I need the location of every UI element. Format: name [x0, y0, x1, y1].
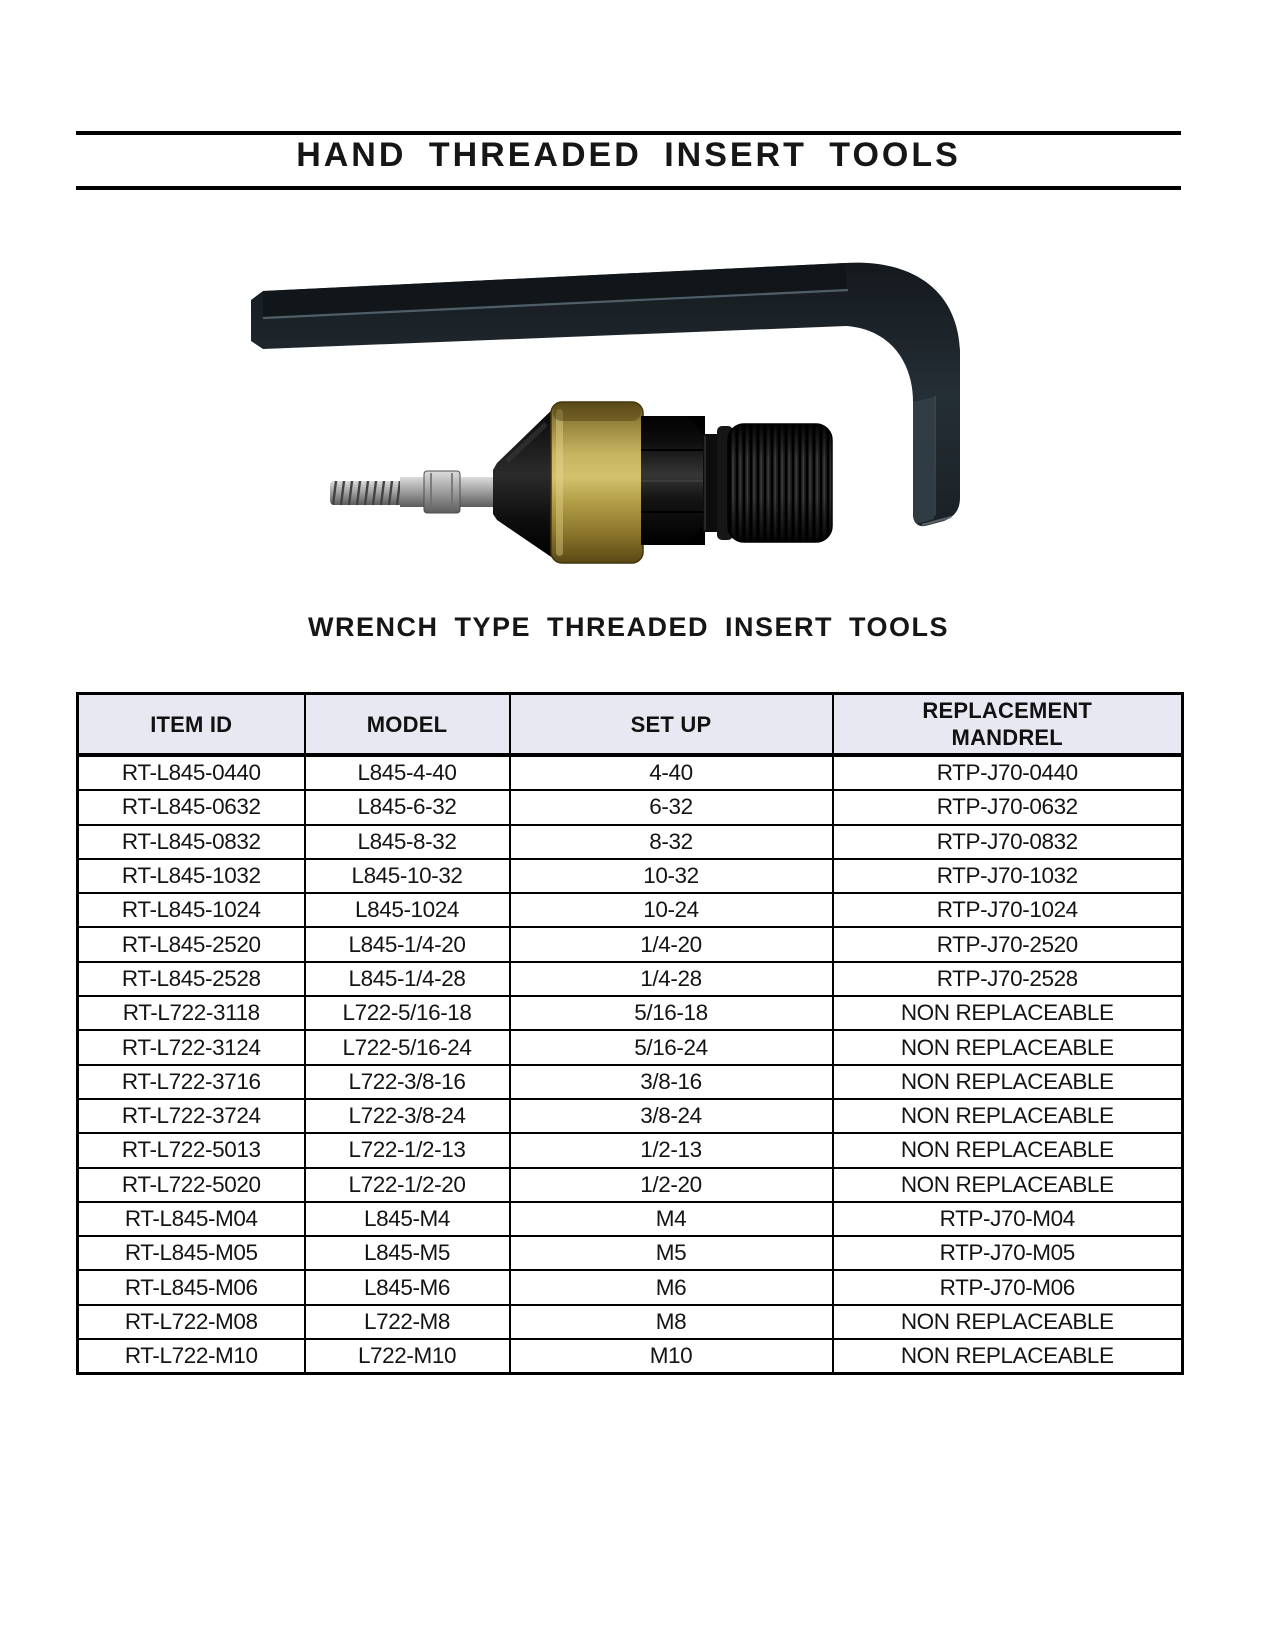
- table-header: [78, 694, 1183, 756]
- table-cell: RTP-J70-M04: [833, 1202, 1183, 1236]
- table-cell: RT-L722-5020: [78, 1168, 305, 1202]
- table-cell: 10-24: [510, 893, 833, 927]
- insert-tools-table: [76, 692, 1184, 1375]
- title-top-divider: [76, 131, 1181, 135]
- table-cell: RTP-J70-M05: [833, 1236, 1183, 1270]
- table-cell: L845-6-32: [305, 790, 510, 824]
- table-row: [78, 859, 1183, 893]
- table-cell: M8: [510, 1305, 833, 1339]
- table-cell: RT-L845-M04: [78, 1202, 305, 1236]
- table-cell: L845-M5: [305, 1236, 510, 1270]
- table-row: [78, 1236, 1183, 1270]
- table-cell: RTP-J70-1032: [833, 859, 1183, 893]
- table-cell: RTP-J70-0832: [833, 825, 1183, 859]
- table-cell: L722-1/2-13: [305, 1133, 510, 1167]
- table-row: [78, 962, 1183, 996]
- table-cell: L845-10-32: [305, 859, 510, 893]
- table-cell: 5/16-18: [510, 996, 833, 1030]
- cone-nose: [493, 402, 560, 563]
- table-cell: NON REPLACEABLE: [833, 1305, 1183, 1339]
- table-cell: RT-L845-0440: [78, 755, 305, 790]
- table-cell: 8-32: [510, 825, 833, 859]
- table-cell: NON REPLACEABLE: [833, 1133, 1183, 1167]
- table-cell: RTP-J70-1024: [833, 893, 1183, 927]
- table-cell: RT-L845-1024: [78, 893, 305, 927]
- table-cell: RTP-J70-2520: [833, 927, 1183, 961]
- table-cell: L722-M10: [305, 1339, 510, 1374]
- table-cell: 1/2-13: [510, 1133, 833, 1167]
- table-cell: RTP-J70-0440: [833, 755, 1183, 790]
- table-cell: 1/4-28: [510, 962, 833, 996]
- table-cell: RT-L722-3118: [78, 996, 305, 1030]
- table-cell: RT-L845-M05: [78, 1236, 305, 1270]
- table-cell: L722-3/8-16: [305, 1065, 510, 1099]
- threaded-insert-tool-icon: [330, 402, 832, 563]
- table-cell: M10: [510, 1339, 833, 1374]
- table-cell: L722-3/8-24: [305, 1099, 510, 1133]
- table-row: [78, 1168, 1183, 1202]
- table-cell: M6: [510, 1270, 833, 1304]
- table-row: [78, 1305, 1183, 1339]
- table-cell: L722-5/16-24: [305, 1030, 510, 1064]
- table-body: [78, 755, 1183, 1374]
- column-header: SET UP: [510, 694, 833, 756]
- column-header: MODEL: [305, 694, 510, 756]
- table-row: [78, 927, 1183, 961]
- table-row: [78, 825, 1183, 859]
- table-cell: L722-M8: [305, 1305, 510, 1339]
- section-title: WRENCH TYPE THREADED INSERT TOOLS: [307, 612, 950, 642]
- table-cell: L845-M4: [305, 1202, 510, 1236]
- table-cell: RTP-J70-M06: [833, 1270, 1183, 1304]
- table-row: [78, 1065, 1183, 1099]
- table-cell: NON REPLACEABLE: [833, 1168, 1183, 1202]
- table-cell: 3/8-24: [510, 1099, 833, 1133]
- table-cell: 3/8-16: [510, 1065, 833, 1099]
- table-cell: NON REPLACEABLE: [833, 996, 1183, 1030]
- table-row: [78, 1133, 1183, 1167]
- table-row: [78, 1030, 1183, 1064]
- table-cell: NON REPLACEABLE: [833, 1099, 1183, 1133]
- table-cell: L845-1/4-28: [305, 962, 510, 996]
- table-cell: 10-32: [510, 859, 833, 893]
- table-cell: L845-1/4-20: [305, 927, 510, 961]
- table-cell: M4: [510, 1202, 833, 1236]
- table-cell: RT-L845-2528: [78, 962, 305, 996]
- table-cell: RTP-J70-2528: [833, 962, 1183, 996]
- table-row: [78, 755, 1183, 790]
- table-row: [78, 996, 1183, 1030]
- table-cell: RT-L845-2520: [78, 927, 305, 961]
- table-cell: NON REPLACEABLE: [833, 1339, 1183, 1374]
- table-cell: RT-L722-M08: [78, 1305, 305, 1339]
- table-cell: 1/4-20: [510, 927, 833, 961]
- column-header: REPLACEMENT MANDREL: [833, 694, 1183, 756]
- table-row: [78, 893, 1183, 927]
- table-cell: L845-4-40: [305, 755, 510, 790]
- table-cell: L845-M6: [305, 1270, 510, 1304]
- table-cell: RT-L722-M10: [78, 1339, 305, 1374]
- table-cell: 1/2-20: [510, 1168, 833, 1202]
- header-row: [78, 694, 1183, 756]
- table-cell: M5: [510, 1236, 833, 1270]
- table-cell: L845-1024: [305, 893, 510, 927]
- table-cell: RT-L845-M06: [78, 1270, 305, 1304]
- table-cell: RT-L722-3724: [78, 1099, 305, 1133]
- table-cell: L845-8-32: [305, 825, 510, 859]
- table-row: [78, 1099, 1183, 1133]
- table-cell: RT-L722-3124: [78, 1030, 305, 1064]
- table-cell: RT-L845-0832: [78, 825, 305, 859]
- table-cell: 4-40: [510, 755, 833, 790]
- brass-collar: [551, 402, 643, 563]
- table-cell: RTP-J70-0632: [833, 790, 1183, 824]
- table-cell: 6-32: [510, 790, 833, 824]
- table-cell: RT-L722-5013: [78, 1133, 305, 1167]
- table-row: [78, 790, 1183, 824]
- page-title: HAND THREADED INSERT TOOLS: [296, 136, 961, 174]
- table-row: [78, 1339, 1183, 1374]
- product-photo: [230, 238, 985, 573]
- table-row: [78, 1270, 1183, 1304]
- table-cell: L722-5/16-18: [305, 996, 510, 1030]
- table-cell: RT-L845-0632: [78, 790, 305, 824]
- table-row: [78, 1202, 1183, 1236]
- table-cell: L722-1/2-20: [305, 1168, 510, 1202]
- column-header: ITEM ID: [78, 694, 305, 756]
- table-cell: 5/16-24: [510, 1030, 833, 1064]
- title-bottom-divider: [76, 186, 1181, 190]
- table-cell: RT-L845-1032: [78, 859, 305, 893]
- table-cell: NON REPLACEABLE: [833, 1030, 1183, 1064]
- table-cell: RT-L722-3716: [78, 1065, 305, 1099]
- table-cell: NON REPLACEABLE: [833, 1065, 1183, 1099]
